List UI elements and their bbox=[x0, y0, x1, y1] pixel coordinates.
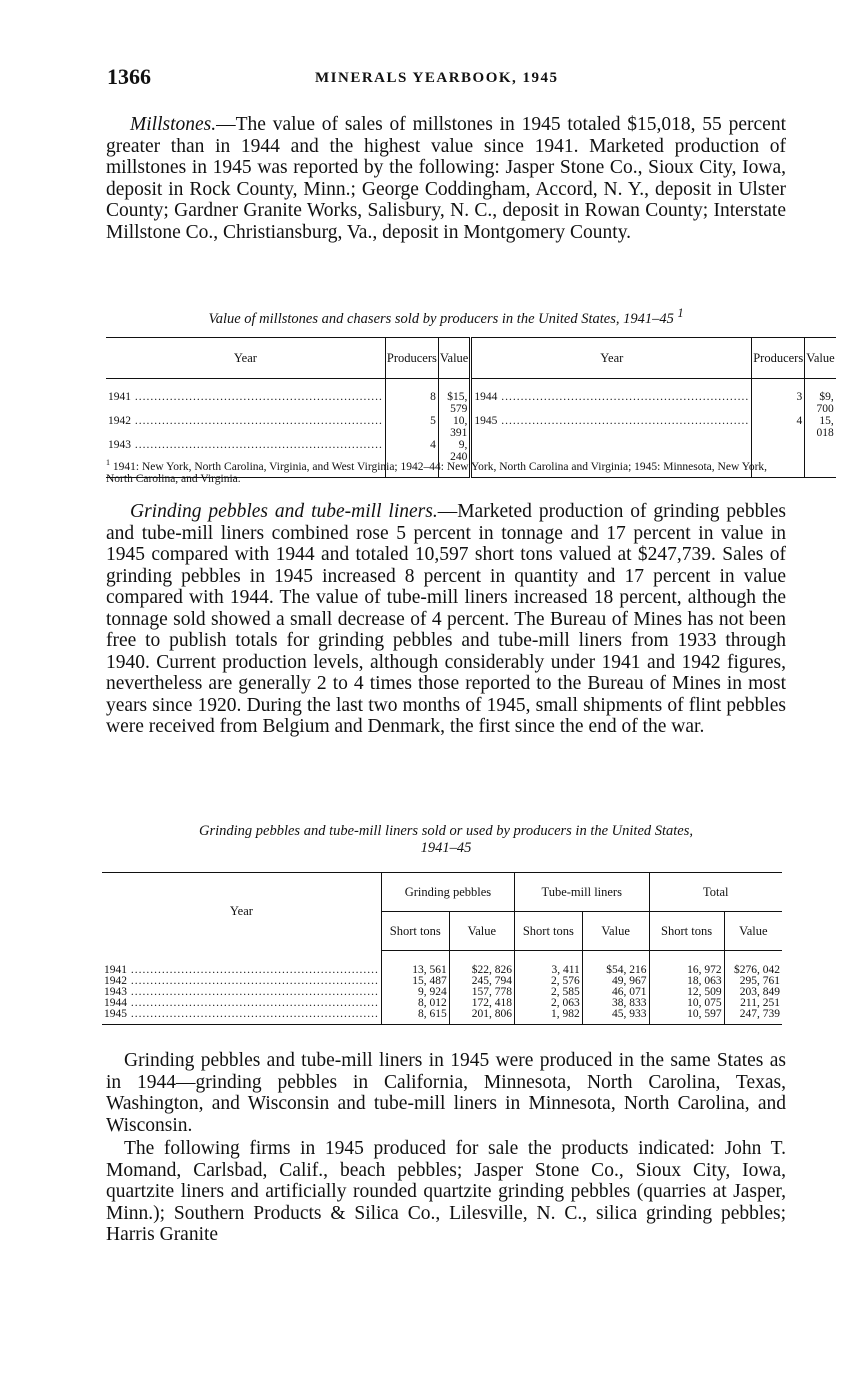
footnote-mark: 1 bbox=[106, 458, 110, 467]
t2-header-value: Value bbox=[449, 912, 514, 951]
running-title: MINERALS YEARBOOK, 1945 bbox=[315, 70, 559, 86]
t1-year: 1943 bbox=[108, 439, 131, 451]
t2-header-grinding-pebbles: Grinding pebbles bbox=[381, 873, 514, 912]
t2-year: 1944 bbox=[104, 998, 127, 1009]
t2-total-tons: 16, 972 bbox=[649, 951, 724, 977]
t2-year: 1943 bbox=[104, 987, 127, 998]
states-text: Grinding pebbles and tube-mill liners in 1945 were produced in the same States as in 1944—grinding pebbles in California, Minnesota, North Carolina, Texas, Washington, and Wisconsin and tube-mill liners in Minnesota, North Carolina, and Wisconsin. bbox=[106, 1050, 786, 1136]
t1-header-year-2: Year bbox=[471, 338, 752, 379]
t2-tm-value: 46, 071 bbox=[582, 987, 649, 998]
t2-tm-tons: 1, 982 bbox=[514, 1009, 582, 1025]
t1-value: $9, 700 bbox=[805, 391, 836, 415]
t1-value: $15, 579 bbox=[438, 391, 470, 415]
table2-caption-line2: 1941–45 bbox=[420, 840, 472, 856]
table-row bbox=[102, 1009, 782, 1025]
t2-gp-value: $22, 826 bbox=[449, 951, 514, 977]
t2-header-value: Value bbox=[724, 912, 782, 951]
t1-value: 9, 240 bbox=[438, 439, 470, 478]
t2-tm-value: $54, 216 bbox=[582, 951, 649, 977]
grinding-pebbles-table bbox=[102, 872, 782, 1025]
t2-tm-value: 45, 933 bbox=[582, 1009, 649, 1025]
grinding-heading: Grinding pebbles and tube-mill liners. bbox=[130, 501, 438, 522]
t1-year: 1945 bbox=[474, 415, 498, 427]
t2-total-value: $276, 042 bbox=[724, 951, 782, 977]
t1-producers: 5 bbox=[385, 415, 438, 439]
t2-tm-value: 49, 967 bbox=[582, 976, 649, 987]
firms-text: The following firms in 1945 produced for sale the products indicated: John T. Momand, Carlsbad, Calif., beach pebbles; Jasper Stone Co., Sioux City, Iowa, quartzite liners and artificially rounded quartzite grinding pebbles (quarries at Jasper, Minn.); Southern Products & Silica Co., Lilesville, N. C., silica grinding pebbles; Harris Granite bbox=[106, 1138, 786, 1245]
table1-caption bbox=[106, 305, 786, 328]
t2-gp-value: 245, 794 bbox=[449, 976, 514, 987]
t1-year: 1942 bbox=[108, 415, 131, 427]
t1-header-year: Year bbox=[106, 338, 385, 379]
t1-header-producers-2: Producers bbox=[752, 338, 805, 379]
page-header bbox=[107, 64, 787, 94]
t2-total-tons: 18, 063 bbox=[649, 976, 724, 987]
t2-gp-value: 201, 806 bbox=[449, 1009, 514, 1025]
t2-gp-tons: 8, 615 bbox=[381, 1009, 449, 1025]
table2-caption-line1: Grinding pebbles and tube-mill liners sold or used by producers in the United States, bbox=[198, 823, 694, 839]
t2-year: 1941 bbox=[104, 963, 127, 976]
t1-header-value-2: Value bbox=[805, 338, 836, 379]
t2-tm-value: 38, 833 bbox=[582, 998, 649, 1009]
t2-total-value: 295, 761 bbox=[724, 976, 782, 987]
t2-tm-tons: 2, 585 bbox=[514, 987, 582, 998]
grinding-paragraph bbox=[106, 501, 786, 738]
states-paragraph bbox=[106, 1050, 786, 1136]
t2-gp-tons: 15, 487 bbox=[381, 976, 449, 987]
t2-header-value: Value bbox=[582, 912, 649, 951]
t2-tm-tons: 2, 063 bbox=[514, 998, 582, 1009]
t2-year: 1942 bbox=[104, 976, 127, 987]
t1-year: 1944 bbox=[474, 391, 498, 403]
t2-gp-value: 157, 778 bbox=[449, 987, 514, 998]
t1-producers: 3 bbox=[752, 391, 805, 415]
t1-value: 10, 391 bbox=[438, 415, 470, 439]
t2-gp-value: 172, 418 bbox=[449, 998, 514, 1009]
table1-caption-text: Value of millstones and chasers sold by producers in the United States, 1941–45 bbox=[208, 310, 674, 327]
t2-header-year: Year bbox=[102, 873, 381, 951]
grinding-text: —Marketed production of grinding pebbles and tube-mill liners combined rose 5 percent in tonnage and 17 percent in value in 1945 compared with 1944 and totaled 10,597 short tons valued at $247,739. Sales of grinding pebbles in 1945 increased 8 percent in quantity and 17 percent in value compared with 1944. The value of tube-mill liners increased 18 percent, although the tonnage sold showed a small decrease of 4 percent. The Bureau of Mines has not been free to publish totals for grinding pebbles and tube-mill liners from 1933 through 1940. Current production levels, although considerably under 1941 and 1942 figures, nevertheless are generally 2 to 4 times those reported to the Bureau of Mines in most years since 1920. During the last two months of 1945, small shipments of flint pebbles were received from Belgium and Denmark, the first since the end of the war. bbox=[106, 501, 786, 737]
t2-total-value: 203, 849 bbox=[724, 987, 782, 998]
t1-year: 1941 bbox=[108, 391, 131, 403]
firms-paragraph bbox=[106, 1138, 786, 1246]
table1-caption-note: 1 bbox=[677, 306, 684, 320]
table-row bbox=[102, 951, 782, 977]
table1-footnote bbox=[106, 457, 786, 485]
table2-caption bbox=[106, 823, 786, 857]
t2-tm-tons: 3, 411 bbox=[514, 951, 582, 977]
t1-producers: 4 bbox=[385, 439, 438, 478]
t2-year: 1945 bbox=[104, 1009, 127, 1020]
t2-gp-tons: 8, 012 bbox=[381, 998, 449, 1009]
t2-gp-tons: 9, 924 bbox=[381, 987, 449, 998]
t2-total-tons: 10, 597 bbox=[649, 1009, 724, 1025]
t2-header-short-tons: Short tons bbox=[381, 912, 449, 951]
t1-header-producers: Producers bbox=[385, 338, 438, 379]
t2-header-tube-mill-liners: Tube-mill liners bbox=[514, 873, 649, 912]
t1-producers: 8 bbox=[385, 391, 438, 415]
table-row bbox=[106, 391, 836, 415]
t2-total-value: 211, 251 bbox=[724, 998, 782, 1009]
t1-header-value: Value bbox=[438, 338, 470, 379]
t2-tm-tons: 2, 576 bbox=[514, 976, 582, 987]
footnote-text: 1941: New York, North Carolina, Virginia, and West Virginia; 1942–44: New York, North Carolina and Virginia; 1945: Minnesota, New York, North Carolina, and Virginia. bbox=[106, 460, 768, 485]
t2-gp-tons: 13, 561 bbox=[381, 951, 449, 977]
millstones-paragraph bbox=[106, 114, 786, 243]
table-row bbox=[106, 415, 836, 439]
t2-total-tons: 12, 509 bbox=[649, 987, 724, 998]
t1-producers: 4 bbox=[752, 415, 805, 439]
millstones-text: —The value of sales of millstones in 1945 totaled $15,018, 55 percent greater than in 1944 and the highest value since 1941. Marketed production of millstones in 1945 was reported by the following: Jasper Stone Co., Sioux City, Iowa, deposit in Rock County, Minn.; George Coddingham, Accord, N. Y., deposit in Ulster County; Gardner Granite Works, Salisbury, N. C., deposit in Rowan County; Interstate Millstone Co., Christiansburg, Va., deposit in Montgomery County. bbox=[106, 114, 786, 243]
t2-header-total: Total bbox=[649, 873, 782, 912]
page-number: 1366 bbox=[107, 64, 151, 89]
t1-value: 15, 018 bbox=[805, 415, 836, 439]
t2-header-short-tons: Short tons bbox=[514, 912, 582, 951]
millstones-heading: Millstones. bbox=[130, 114, 217, 135]
t2-total-tons: 10, 075 bbox=[649, 998, 724, 1009]
t2-total-value: 247, 739 bbox=[724, 1009, 782, 1025]
t2-header-short-tons: Short tons bbox=[649, 912, 724, 951]
